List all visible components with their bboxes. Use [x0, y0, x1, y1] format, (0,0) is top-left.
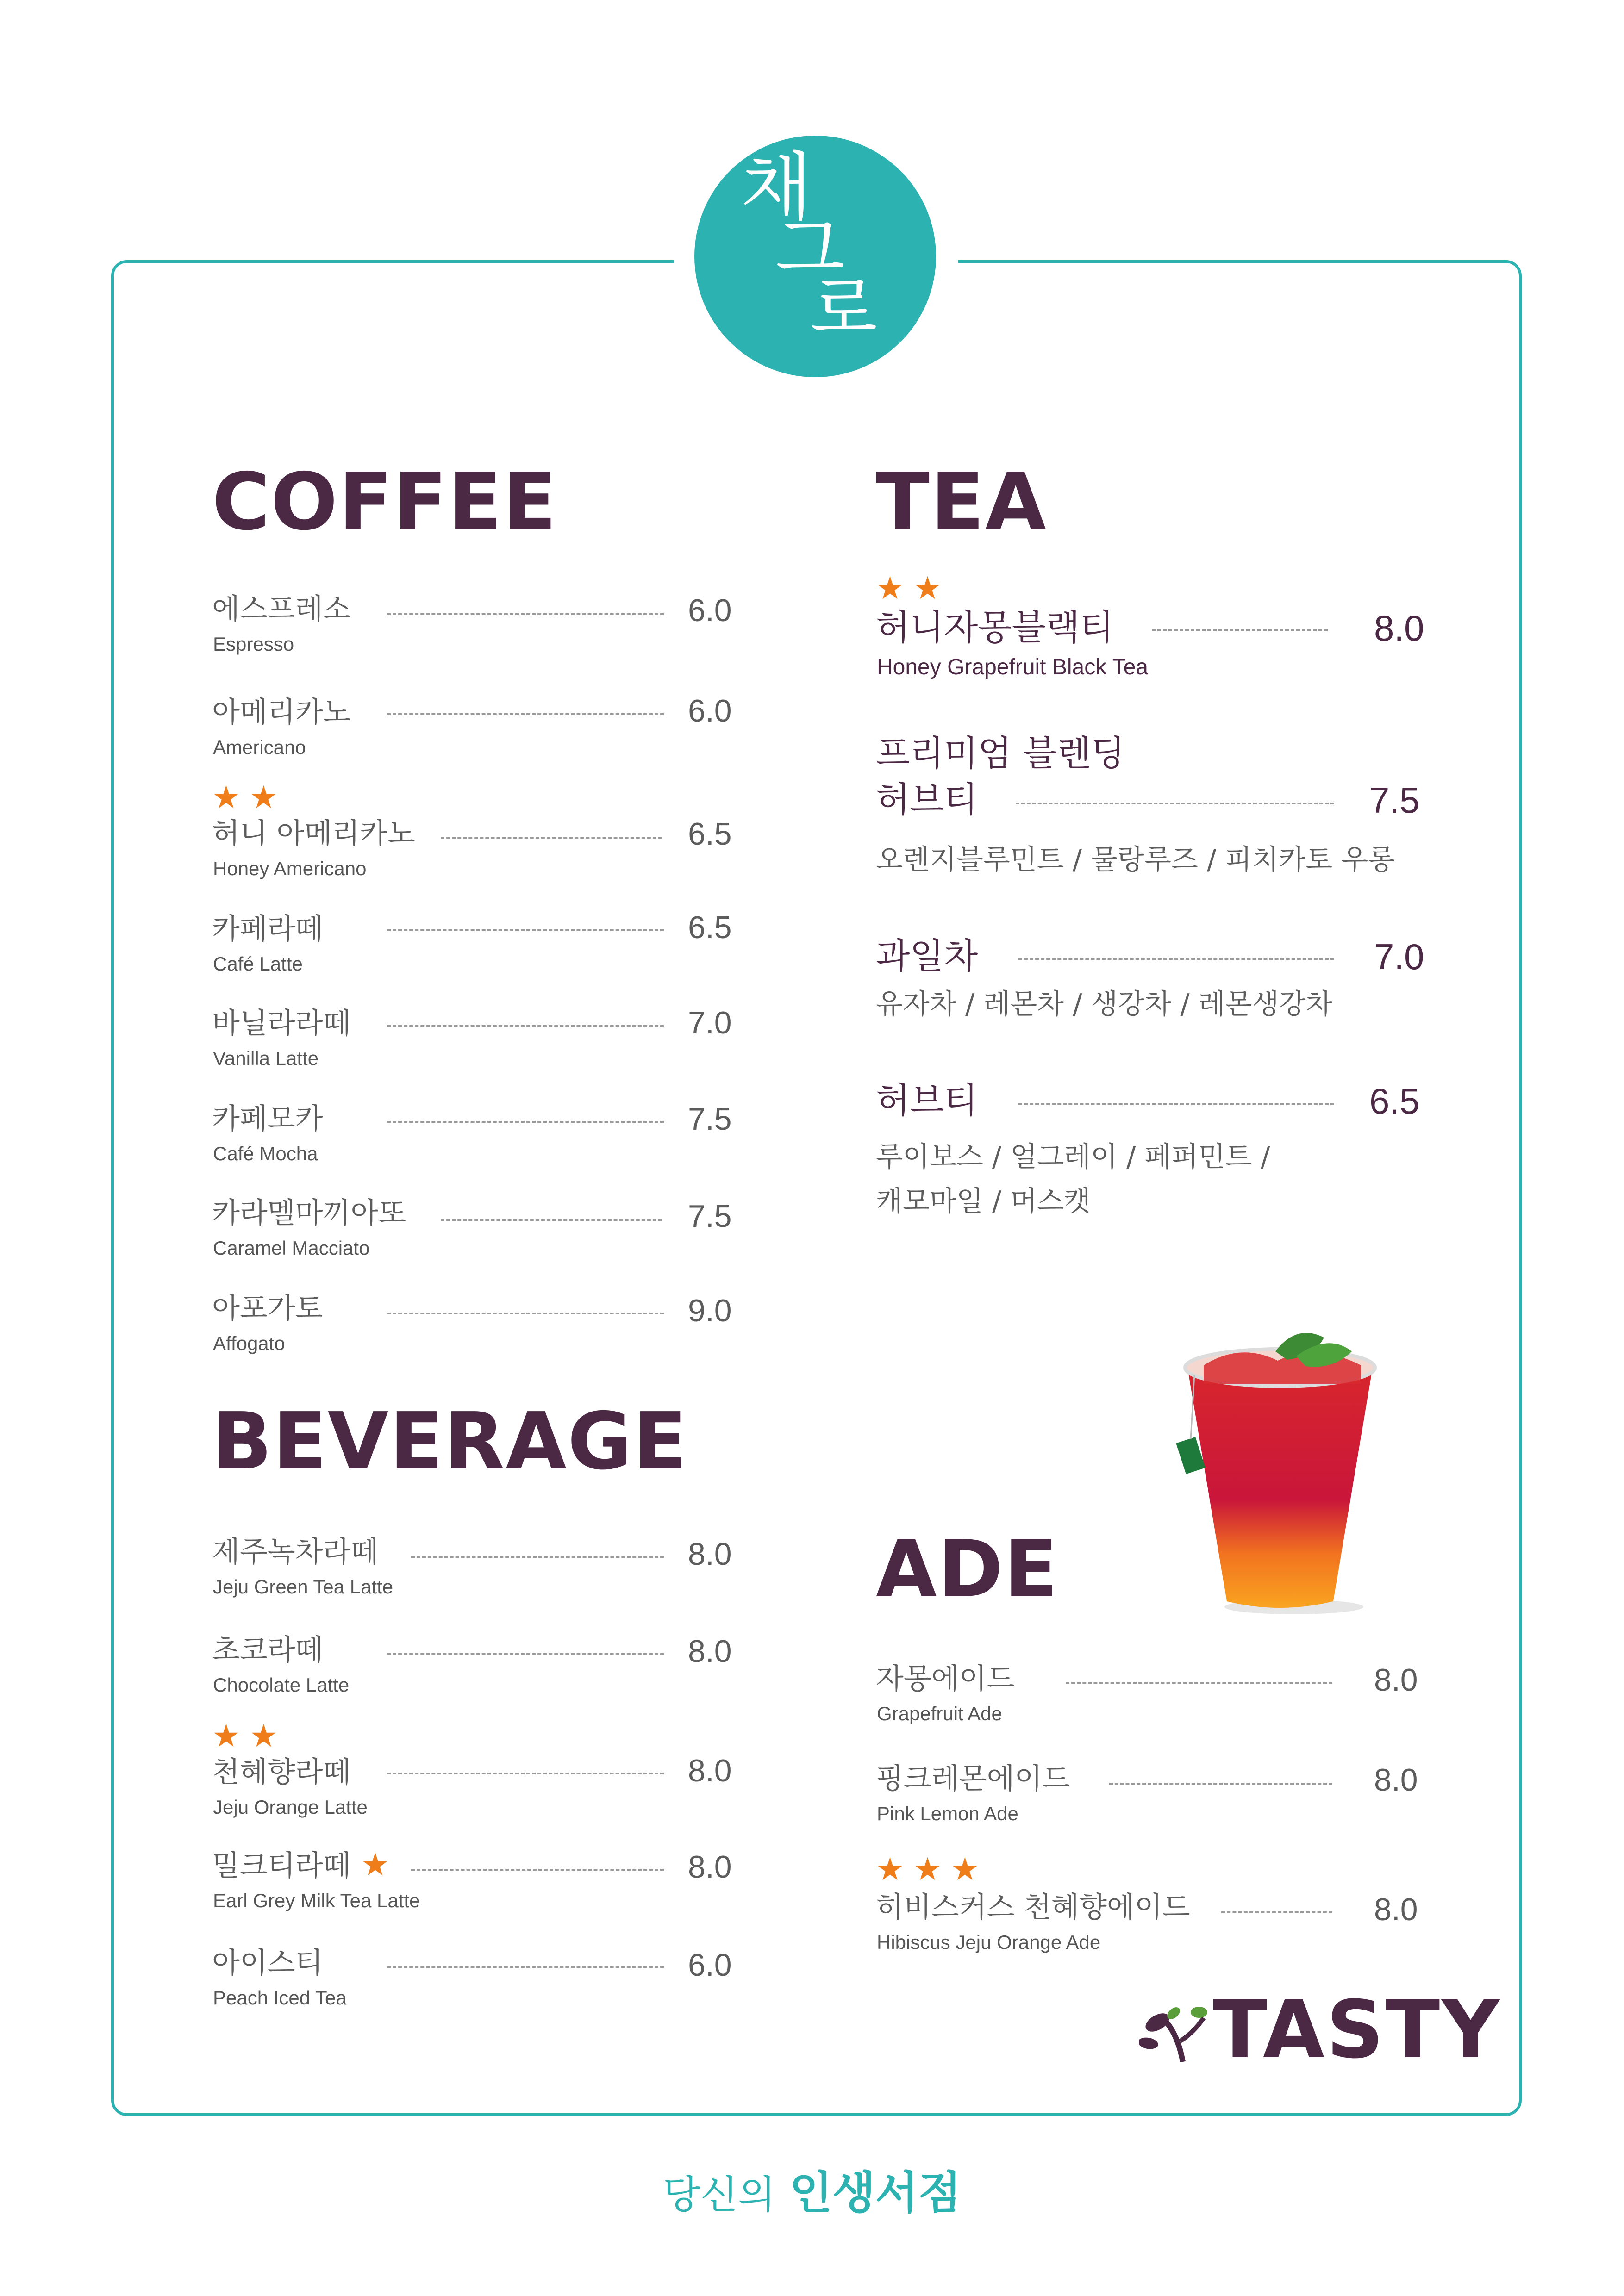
item-options: 루이보스 / 얼그레이 / 페퍼민트 / — [876, 1141, 1270, 1173]
item-name-en: Pink Lemon Ade — [877, 1803, 1018, 1824]
item-name-en: Honey Grapefruit Black Tea — [877, 655, 1149, 679]
item-name-en: Grapefruit Ade — [877, 1703, 1002, 1724]
item-name-ko: 카페모카 — [212, 1101, 323, 1135]
item-name-en: Peach Iced Tea — [213, 1987, 347, 2009]
dotted-leader — [1018, 1103, 1334, 1105]
item-name-ko: 아포가토 — [212, 1291, 323, 1325]
tea-title: TEA — [876, 456, 1047, 548]
dotted-leader — [387, 929, 664, 931]
item-name-en: Honey Americano — [213, 858, 367, 879]
item-price: 7.0 — [688, 1005, 732, 1040]
item-name-en: Chocolate Latte — [213, 1674, 350, 1696]
item-price: 8.0 — [688, 1634, 732, 1669]
dotted-leader — [387, 713, 664, 715]
dotted-leader — [1109, 1783, 1332, 1785]
dotted-leader — [387, 1653, 664, 1655]
item-name-ko: 밀크티라떼 — [212, 1848, 351, 1882]
item-price: 8.0 — [688, 1753, 732, 1788]
item-price: 8.0 — [1374, 1892, 1418, 1927]
tasty-wordmark: TASTY — [1213, 1983, 1501, 2076]
item-name-ko: 허브티 — [876, 779, 978, 820]
dotted-leader — [387, 1773, 664, 1774]
item-name-ko-line1: 프리미엄 블렌딩 — [876, 733, 1125, 774]
dotted-leader — [1152, 629, 1328, 631]
item-name-en: Jeju Orange Latte — [213, 1796, 368, 1818]
item-name-en: Affogato — [213, 1332, 285, 1354]
star-icon: ★ — [361, 1847, 399, 1883]
item-name-ko: 허브티 — [876, 1080, 978, 1121]
item-name-en: Vanilla Latte — [213, 1047, 319, 1069]
dotted-leader — [387, 1313, 664, 1314]
item-name-en: Café Mocha — [213, 1143, 318, 1164]
item-price: 6.0 — [688, 1948, 732, 1983]
dotted-leader — [1221, 1911, 1332, 1913]
item-name-ko: 허니자몽블랙티 — [876, 607, 1114, 648]
item-name-en: Café Latte — [213, 953, 303, 975]
beverage-title: BEVERAGE — [212, 1396, 688, 1487]
dotted-leader — [441, 837, 662, 839]
dotted-leader — [1016, 803, 1334, 804]
dotted-leader — [411, 1869, 664, 1871]
item-name-ko: 히비스커스 천혜향에이드 — [876, 1890, 1190, 1924]
item-price: 6.5 — [688, 910, 732, 945]
footer-slogan — [0, 2167, 1624, 2219]
slogan-bold: 인생서점 — [789, 2167, 962, 2219]
item-name-ko: 자몽에이드 — [876, 1661, 1015, 1695]
item-price: 7.0 — [1374, 936, 1424, 977]
dotted-leader — [441, 1219, 662, 1221]
star-icons: ★★★ — [876, 1851, 988, 1888]
item-name-ko: 천혜향라떼 — [212, 1755, 351, 1789]
dotted-leader — [411, 1556, 664, 1558]
logo-char-3: 로 — [810, 269, 877, 349]
star-icons: ★★ — [212, 779, 287, 816]
item-name-ko: 카페라떼 — [212, 912, 323, 946]
dotted-leader — [387, 1966, 664, 1968]
item-name-ko: 아메리카노 — [212, 695, 351, 729]
item-name-ko: 제주녹차라떼 — [212, 1535, 379, 1568]
coffee-title: COFFEE — [212, 456, 557, 548]
item-name-ko: 핑크레몬에이드 — [876, 1761, 1070, 1795]
item-price: 6.5 — [688, 816, 732, 852]
item-price: 7.5 — [1369, 780, 1420, 821]
item-options: 유자차 / 레몬차 / 생강차 / 레몬생강차 — [876, 988, 1333, 1020]
item-price: 9.0 — [688, 1293, 732, 1328]
item-name-ko: 에스프레소 — [212, 592, 351, 626]
item-price: 6.5 — [1369, 1081, 1420, 1121]
item-price: 8.0 — [688, 1849, 732, 1885]
item-name-en: Earl Grey Milk Tea Latte — [213, 1890, 420, 1911]
item-name-ko: 초코라떼 — [212, 1633, 323, 1667]
leaf-sprig-icon — [1139, 2004, 1208, 2064]
star-icons: ★★ — [212, 1718, 287, 1755]
dotted-leader — [387, 1025, 664, 1027]
slogan-light: 당신의 — [662, 2172, 776, 2217]
item-price: 7.5 — [688, 1101, 732, 1137]
dotted-leader — [387, 613, 664, 615]
item-name-ko: 카라멜마끼아또 — [212, 1196, 406, 1230]
item-price: 8.0 — [1374, 1762, 1418, 1798]
item-price: 8.0 — [688, 1537, 732, 1572]
item-price: 8.0 — [1374, 608, 1424, 648]
dotted-leader — [387, 1121, 664, 1123]
item-name-ko: 허니 아메리카노 — [212, 816, 415, 850]
item-name-en: Caramel Macciato — [213, 1237, 370, 1259]
dotted-leader — [1018, 958, 1334, 960]
item-name-ko: 아이스티 — [212, 1946, 323, 1979]
iced-ade-drink-image — [1176, 1324, 1389, 1620]
item-price: 6.0 — [688, 693, 732, 728]
logo-char-2: 그 — [775, 207, 845, 291]
item-options: 오렌지블루민트 / 물랑루즈 / 피치카토 우롱 — [876, 844, 1395, 876]
item-price: 7.5 — [688, 1199, 732, 1234]
star-icons: ★★ — [876, 570, 951, 607]
item-name-ko: 바닐라라떼 — [212, 1006, 351, 1040]
ade-title: ADE — [876, 1524, 1059, 1615]
item-name-en: Americano — [213, 736, 306, 758]
logo-char-1: 채 — [741, 144, 812, 230]
brand-logo — [694, 136, 936, 377]
item-price: 6.0 — [688, 593, 732, 628]
item-name-en: Jeju Green Tea Latte — [213, 1576, 394, 1598]
item-name-en: Hibiscus Jeju Orange Ade — [877, 1931, 1101, 1953]
item-options-line2: 캐모마일 / 머스캣 — [876, 1185, 1091, 1218]
item-price: 8.0 — [1374, 1662, 1418, 1698]
dotted-leader — [1066, 1682, 1332, 1684]
item-name-ko: 과일차 — [876, 935, 978, 977]
item-name-en: Espresso — [213, 633, 294, 655]
